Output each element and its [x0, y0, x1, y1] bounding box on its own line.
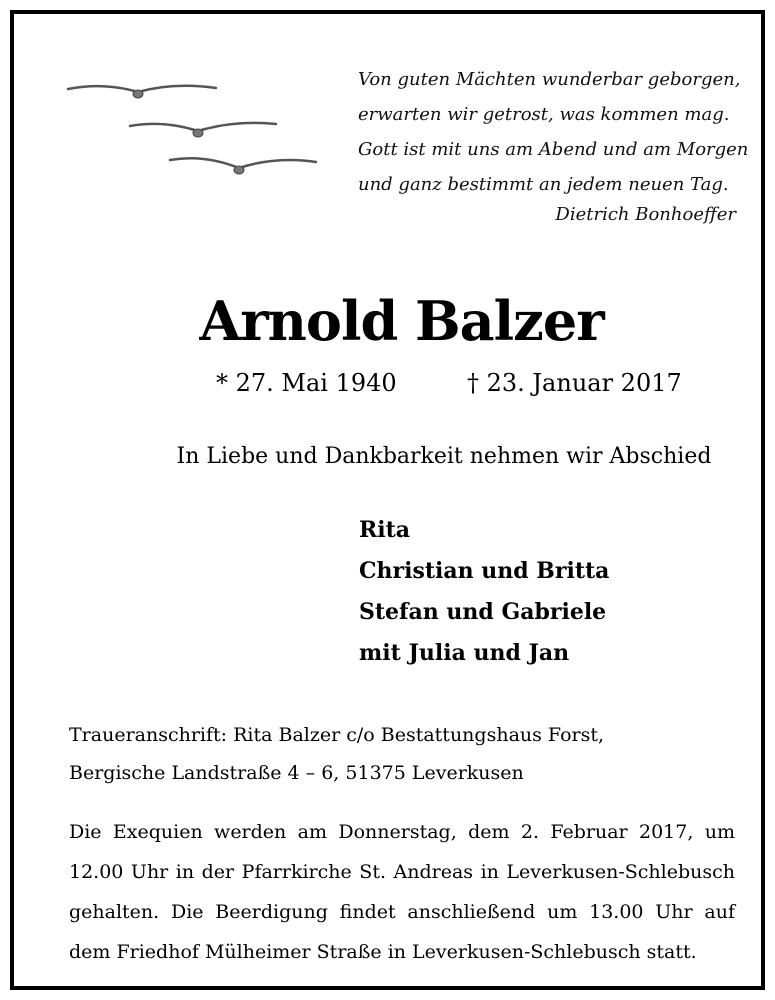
mourner-name: Christian und Britta: [359, 558, 610, 584]
mourners-list: [359, 510, 609, 674]
poem-line: erwarten wir getrost, was kommen mag.: [358, 104, 730, 125]
seagulls-illustration-icon: [64, 72, 334, 192]
poem-author: Dietrich Bonhoeffer: [555, 204, 736, 225]
service-line: gehalten. Die Beerdigung findet anschließend um 13.00 Uhr auf: [69, 901, 735, 923]
farewell-text: In Liebe und Dankbarkeit nehmen wir Abschied: [176, 444, 712, 469]
mourner-name: Rita: [359, 517, 411, 543]
death-date: † 23. Januar 2017: [467, 369, 682, 397]
mourner-name: mit Julia und Jan: [359, 640, 570, 666]
poem: [358, 62, 749, 202]
deceased-name: Arnold Balzer: [199, 289, 604, 353]
service-details: [69, 812, 735, 972]
service-line: dem Friedhof Mülheimer Straße in Leverkusen-Schlebusch statt.: [69, 941, 697, 963]
address-line: Traueranschrift: Rita Balzer c/o Bestattungshaus Forst,: [69, 724, 605, 746]
birth-date: * 27. Mai 1940: [216, 369, 397, 397]
obituary-frame: [10, 10, 765, 990]
poem-line: Von guten Mächten wunderbar geborgen,: [358, 69, 741, 90]
mourner-name: Stefan und Gabriele: [359, 599, 607, 625]
service-line: Die Exequien werden am Donnerstag, dem 2. Februar 2017, um: [69, 821, 735, 843]
service-line: 12.00 Uhr in der Pfarrkirche St. Andreas in Leverkusen-Schlebusch: [69, 861, 735, 883]
poem-line: Gott ist mit uns am Abend und am Morgen: [358, 139, 749, 160]
address-line: Bergische Landstraße 4 – 6, 51375 Leverkusen: [69, 762, 524, 784]
mourning-address: [69, 716, 604, 792]
poem-line: und ganz bestimmt an jedem neuen Tag.: [358, 174, 729, 195]
